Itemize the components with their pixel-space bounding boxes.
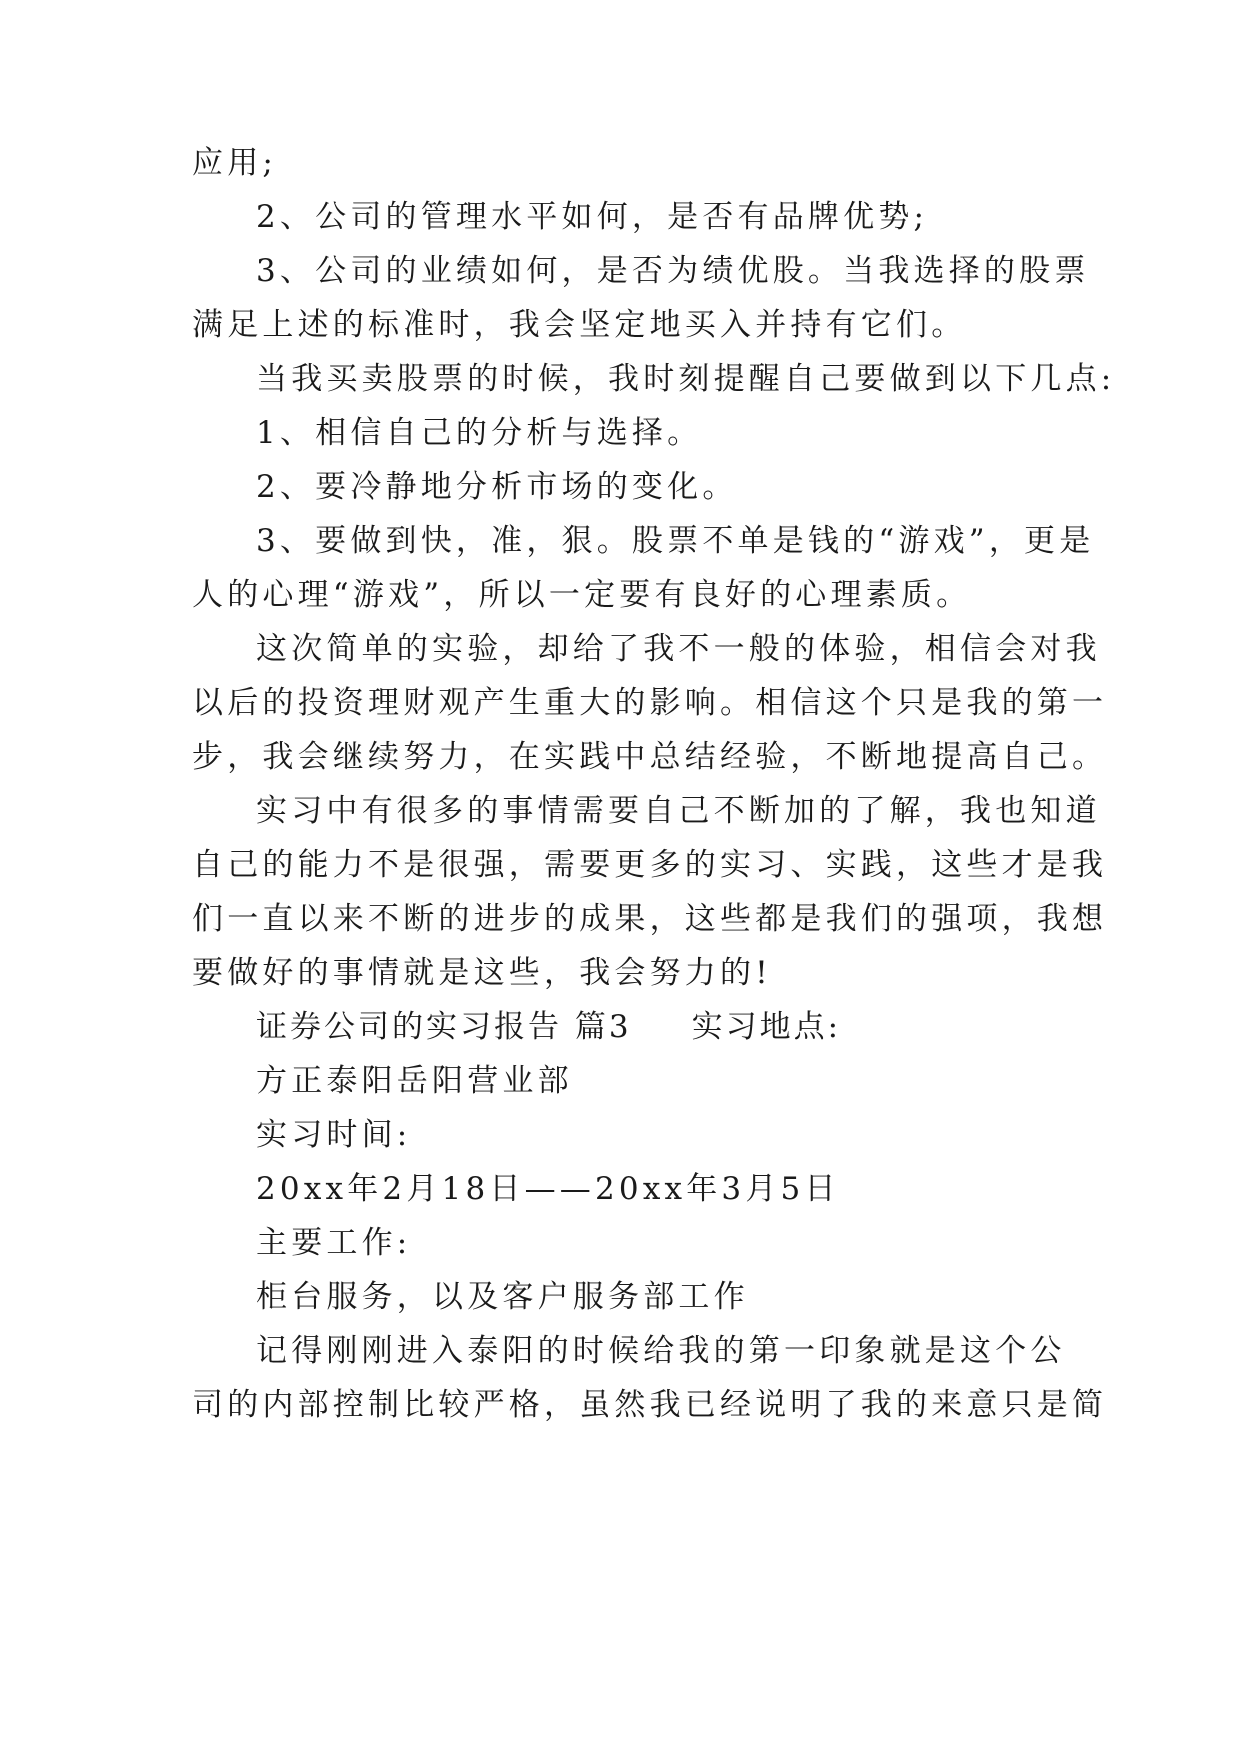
text-line: 2、要冷静地分析市场的变化。 <box>256 469 738 505</box>
text-line: 人的心理“游戏”，所以一定要有良好的心理素质。 <box>192 577 972 613</box>
work-label: 主要工作: <box>256 1225 412 1261</box>
text-line: 步，我会继续努力，在实践中总结经验，不断地提高自己。 <box>192 739 1108 775</box>
text-line: 以后的投资理财观产生重大的影响。相信这个只是我的第一 <box>192 685 1108 721</box>
location-value: 方正泰阳岳阳营业部 <box>256 1063 573 1099</box>
text-line: 1、相信自己的分析与选择。 <box>256 415 703 451</box>
text-line: 记得刚刚进入泰阳的时候给我的第一印象就是这个公 <box>256 1333 1066 1369</box>
text-line: 3、公司的业绩如何，是否为绩优股。当我选择的股票 <box>256 253 1090 289</box>
text-line: 满足上述的标准时，我会坚定地买入并持有它们。 <box>192 307 967 343</box>
text-line: 当我买卖股票的时候，我时刻提醒自己要做到以下几点: <box>256 361 1116 397</box>
section-title: 证券公司的实习报告 篇3 <box>256 1009 632 1045</box>
work-value: 柜台服务，以及客户服务部工作 <box>256 1279 749 1315</box>
text-line: 司的内部控制比较严格，虽然我已经说明了我的来意只是简 <box>192 1387 1108 1423</box>
text-line: 实习中有很多的事情需要自己不断加的了解，我也知道 <box>256 793 1101 829</box>
text-line: 这次简单的实验，却给了我不一般的体验，相信会对我 <box>256 631 1101 667</box>
text-line: 2、公司的管理水平如何，是否有品牌优势; <box>256 199 929 235</box>
text-line: 3、要做到快，准，狠。股票不单是钱的“游戏”，更是 <box>256 523 1095 559</box>
text-line: 要做好的事情就是这些，我会努力的! <box>192 955 772 991</box>
text-line: 们一直以来不断的进步的成果，这些都是我们的强项，我想 <box>192 901 1108 937</box>
time-label: 实习时间: <box>256 1117 412 1153</box>
text-line: 应用; <box>192 145 278 181</box>
text-line: 自己的能力不是很强，需要更多的实习、实践，这些才是我 <box>192 847 1108 883</box>
time-value: 20xx年2月18日——20xx年3月5日 <box>256 1171 840 1207</box>
section-heading-row <box>256 1007 841 1047</box>
location-label: 实习地点: <box>691 1009 842 1045</box>
